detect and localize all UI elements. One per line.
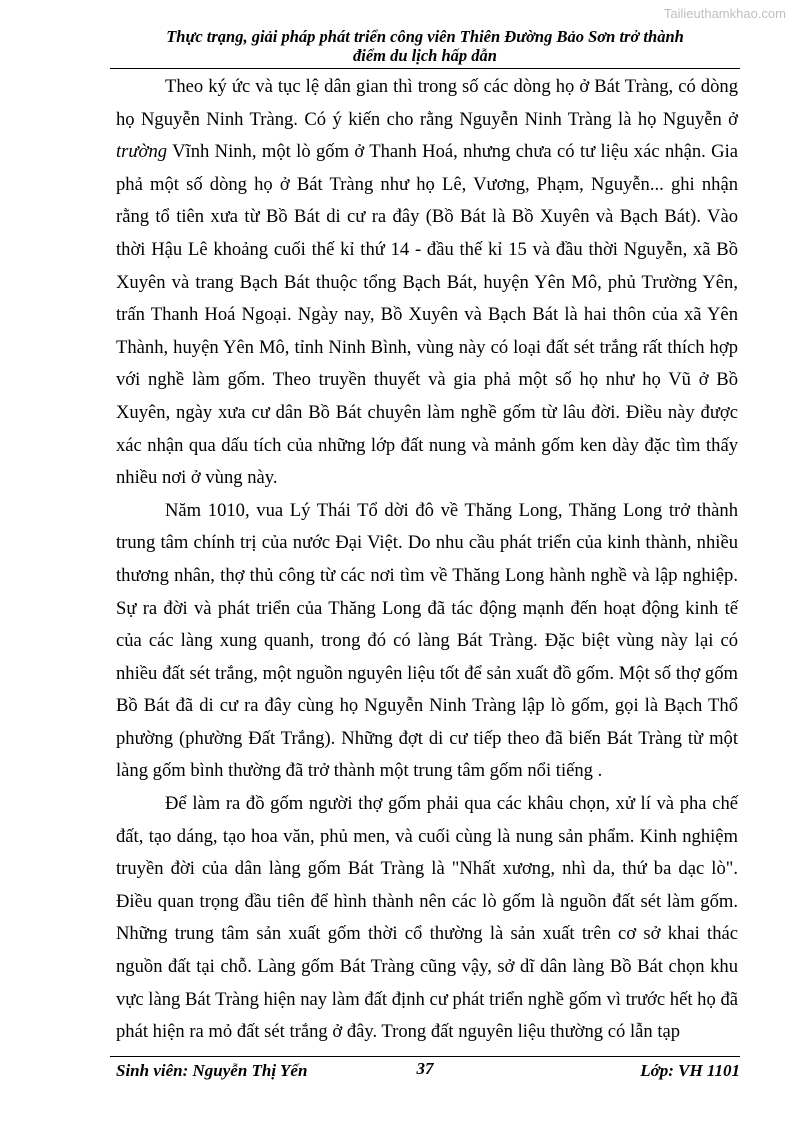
paragraph-2-text: Năm 1010, vua Lý Thái Tổ dời đô về Thăng Long, Thăng Long trở thành trung tâm chính trị của nước Đại Việt. Do nhu cầu phát triển của kinh thành, nhiều thương nhân, thợ thủ công từ các nơi tìm về Thăng Long hành nghề và lập nghiệp. Sự ra đời và phát triển của Thăng Long đã tác động mạnh đến hoạt động kinh tế của các làng xung quanh, trong đó có làng Bát Tràng. Đặc biệt vùng này lại có nhiều đất sét trắng, một nguồn nguyên liệu tốt để sản xuất đồ gốm. Một số thợ gốm Bồ Bát đã di cư ra đây cùng họ Nguyễn Ninh Tràng lập lò gốm, gọi là Bạch Thổ phường (phường Đất Trắng). Những đợt di cư tiếp theo đã biến Bát Tràng từ một làng gốm bình thường đã trở thành một trung tâm gốm nổi tiếng . — [116, 499, 738, 782]
footer-student-name: Sinh viên: Nguyễn Thị Yến — [116, 1061, 308, 1080]
paragraph-1 — [116, 71, 738, 495]
footer-divider — [110, 1056, 740, 1057]
page-footer — [110, 1061, 740, 1085]
paragraph-3-text: Để làm ra đồ gốm người thợ gốm phải qua các khâu chọn, xử lí và pha chế đất, tạo dáng, tạo hoa văn, phủ men, và cuối cùng là nung sản phẩm. Kinh nghiệm truyền đời của dân làng gốm Bát Tràng là "Nhất xương, nhì da, thứ ba dạc lò". Điều quan trọng đầu tiên để hình thành nên các lò gốm là nguồn đất sét làm gốm. Những trung tâm sản xuất gốm thời cổ thường là sản xuất trên cơ sở khai thác nguồn đất tại chỗ. Làng gốm Bát Tràng cũng vậy, sở dĩ dân làng Bồ Bát chọn khu vực làng Bát Tràng hiện nay làm đất định cư phát triển nghề gốm vì trước hết họ đã phát hiện ra mỏ đất sét trắng ở đây. Trong đất nguyên liệu thường có lẫn tạp — [116, 793, 738, 1043]
header-title-line-1: Thực trạng, giải pháp phát triển công viên Thiên Đường Bảo Sơn trở thành — [166, 27, 684, 46]
header-divider — [110, 68, 740, 69]
body-text — [116, 71, 738, 1049]
paragraph-3 — [116, 788, 738, 1049]
paragraph-1-text-b: Vĩnh Ninh, một lò gốm ở Thanh Hoá, nhưng chưa có tư liệu xác nhận. Gia phả một số dòng họ ở Bát Tràng như họ Lê, Vương, Phạm, Nguyễn... ghi nhận rằng tổ tiên xưa từ Bồ Bát di cư ra đây (Bồ Bát là Bồ Xuyên và Bạch Bát). Vào thời Hậu Lê khoảng cuối thế kỉ thứ 14 - đầu thế kỉ 15 và đầu thời Nguyễn, xã Bồ Xuyên và trang Bạch Bát thuộc tổng Bạch Bát, huyện Yên Mô, phủ Trường Yên, trấn Thanh Hoá Ngoại. Ngày nay, Bồ Xuyên và Bạch Bát là hai thôn của xã Yên Thành, huyện Yên Mô, tỉnh Ninh Bình, vùng này có loại đất sét trắng rất thích hợp với nghề làm gốm. Theo truyền thuyết và gia phả một số họ như họ Vũ ở Bồ Xuyên, ngày xưa cư dân Bồ Bát chuyên làm nghề gốm từ lâu đời. Điều này được xác nhận qua dấu tích của những lớp đất nung và mảnh gốm ken dày đặc tìm thấy nhiều nơi ở vùng này. — [116, 141, 738, 489]
watermark: Tailieuthamkhao.com — [663, 6, 786, 21]
paragraph-2 — [116, 495, 738, 788]
footer-class: Lớp: VH 1101 — [640, 1061, 740, 1080]
page-header — [110, 27, 740, 65]
paragraph-1-text-a: Theo ký ức và tục lệ dân gian thì trong số các dòng họ ở Bát Tràng, có dòng họ Nguyễn Ninh Tràng. Có ý kiến cho rằng Nguyễn Ninh Tràng là họ Nguyễn ở — [116, 76, 738, 130]
header-title-line-2: điểm du lịch hấp dẫn — [353, 46, 497, 65]
paragraph-1-emphasis: trường — [116, 141, 168, 163]
page-number: 37 — [416, 1059, 434, 1078]
